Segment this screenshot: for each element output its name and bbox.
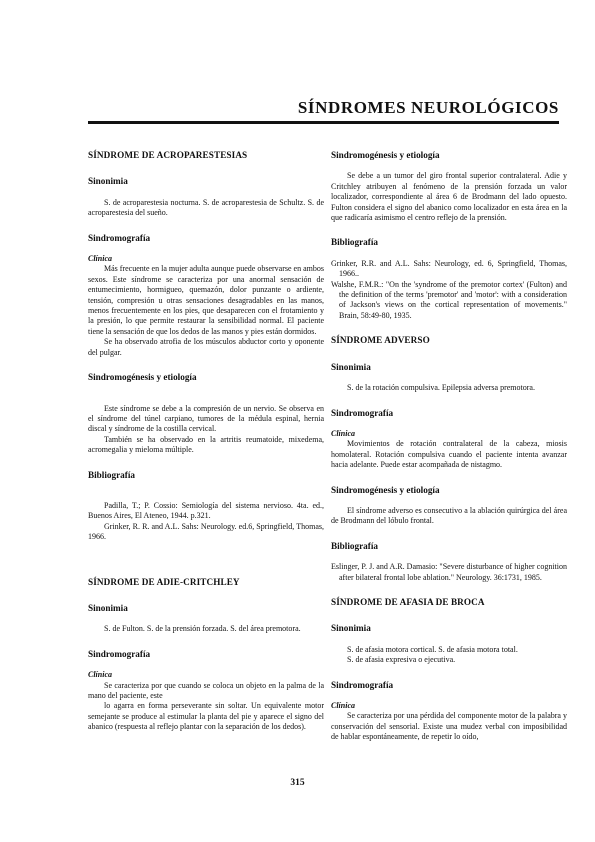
section-title-adie-critchley: SÍNDROME DE ADIE-CRITCHLEY	[88, 576, 240, 587]
sindromogenesis-paragraph: Se debe a un tumor del giro frontal superior contralateral. Adie y Critchley atribuyen al fenómeno de la prensión forzada un valor localizador, correspondiente al área 6 de Brodmann del lado opuesto. Fulton considera el signo del abanico como localizador en esta área en la que radicaría asimismo el centro reflejo de la prensión.	[331, 171, 567, 223]
clinica-paragraph: Más frecuente en la mujer adulta aunque puede observarse en ambos sexos. Este síndrome se caracteriza por una anormal sensación de entumecimiento, hormigueo, quemazón, dolor punzante o ardiente, tensión, compresión u otras sensaciones desagradables en las manos, menos frecuentemente en los pies, que desaparecen con el frotamiento y la presión, lo que permite restaurar la sensibilidad normal. El paciente tiene la sensación de que los dedos de las manos y pies están dormidos.	[88, 264, 324, 336]
bibliography-entry: Eslinger, P. J. and A.R. Damasio: "Severe disturbance of higher cognition after bilateral frontal lobe ablation." Neurology. 36:1731, 1985.	[331, 562, 567, 582]
heading-sindromogenesis: Sindromogénesis y etiología	[331, 150, 440, 160]
sinonimia-text: S. de acroparestesia nocturna. S. de acroparestesia de Schultz. S. de acroparestesia del sueño.	[88, 197, 324, 218]
heading-clinica: Clínica	[331, 701, 356, 710]
heading-sindromogenesis: Sindromogénesis y etiología	[88, 372, 197, 383]
heading-sinonimia: Sinonimia	[331, 361, 371, 372]
heading-sindromografia: Sindromografía	[88, 232, 151, 243]
heading-sinonimia: Sinonimia	[88, 602, 128, 613]
heading-bibliografia: Bibliografía	[88, 469, 135, 480]
running-header-title: SÍNDROMES NEUROLÓGICOS	[297, 98, 559, 117]
sindromogenesis-paragraph: Este síndrome se debe a la compresión de un nervio. Se observa en el síndrome del túnel carpiano, tumores de la médula espinal, hernia discal y síndrome de la costilla cervical.	[88, 403, 324, 434]
bibliography-entry: Padilla, T.; P. Cossio: Semiología del sistema nervioso. 4ta. ed., Buenos Aires, El Ateneo, 1944. p.321.	[88, 500, 324, 521]
sinonimia-text: S. de afasia motora cortical. S. de afasia motora total.	[347, 644, 518, 654]
clinica-paragraph: Se ha observado atrofia de los músculos abductor corto y oponente del pulgar.	[88, 337, 324, 357]
heading-sindromografia: Sindromografía	[331, 407, 394, 418]
heading-clinica: Clínica	[88, 670, 113, 680]
section-title-adverso: SÍNDROME ADVERSO	[331, 335, 430, 346]
clinica-paragraph: Se caracteriza por una pérdida del componente motor de la palabra y conservación del sensorial. Existe una mudez verbal con imposibilidad de hablar espontáneamente, de repetir lo oído,	[331, 711, 567, 742]
heading-sindromografia: Sindromografía	[331, 679, 394, 690]
heading-bibliografia: Bibliografía	[331, 237, 378, 248]
right-column	[331, 150, 567, 743]
clinica-paragraph: Movimientos de rotación contralateral de la cabeza, miosis homolateral. Rotación compulsiva cuando el paciente intenta avanzar hacia adelante. Puede estar acompañada de nistagmo.	[331, 439, 567, 470]
bibliography-entry: Grinker, R.R. and A.L. Sahs: Neurology, ed. 6, Springfield, Thomas, 1966..	[331, 258, 567, 279]
section-title-afasia-broca: SÍNDROME DE AFASIA DE BROCA	[331, 596, 485, 607]
heading-sindromografia: Sindromografía	[88, 648, 151, 659]
clinica-paragraph: lo agarra en forma perseverante sin soltar. Un equivalente motor semejante se produce al estimular la planta del pie y aparece el signo del abanico (respuesta al reflejo plantar con la separación de los dedos).	[88, 701, 324, 732]
sinonimia-text: S. de Fulton. S. de la prensión forzada. S. del área premotora.	[104, 624, 301, 634]
sindromogenesis-paragraph: El síndrome adverso es consecutivo a la ablación quirúrgica del área de Brodmann del lóbulo frontal.	[331, 505, 567, 526]
sindromogenesis-paragraph: También se ha observado en la artritis reumatoide, mixedema, acromegalia y mieloma múltiple.	[88, 434, 324, 455]
bibliography-entry: Walshe, F.M.R.: "On the 'syndrome of the premotor cortex' (Fulton) and the definition of the terms 'premotor' and 'motor': with a consideration of Jackson's views on the cortical representation of movements." Brain, 58:49-80, 1935.	[331, 279, 567, 320]
heading-clinica: Clínica	[331, 428, 356, 438]
header-rule	[88, 121, 559, 124]
heading-sindromogenesis: Sindromogénesis y etiología	[331, 484, 440, 495]
heading-bibliografia: Bibliografía	[331, 540, 378, 551]
heading-sinonimia: Sinonimia	[331, 623, 371, 634]
heading-sinonimia: Sinonimia	[88, 176, 128, 187]
section-title-acroparestesias: SÍNDROME DE ACROPARESTESIAS	[88, 150, 248, 160]
clinica-paragraph: Se caracteriza por que cuando se coloca un objeto en la palma de la mano del paciente, este	[88, 680, 324, 700]
page-number: 315	[290, 778, 305, 788]
left-column	[88, 150, 324, 733]
bibliography-entry: Grinker, R. R. and A.L. Sahs: Neurology. ed.6, Springfield, Thomas, 1966.	[88, 521, 324, 542]
sinonimia-text: S. de afasia expresiva o ejecutiva.	[347, 655, 456, 665]
sinonimia-text: S. de la rotación compulsiva. Epilepsia adversa premotora.	[347, 383, 535, 393]
heading-clinica: Clínica	[88, 254, 113, 264]
